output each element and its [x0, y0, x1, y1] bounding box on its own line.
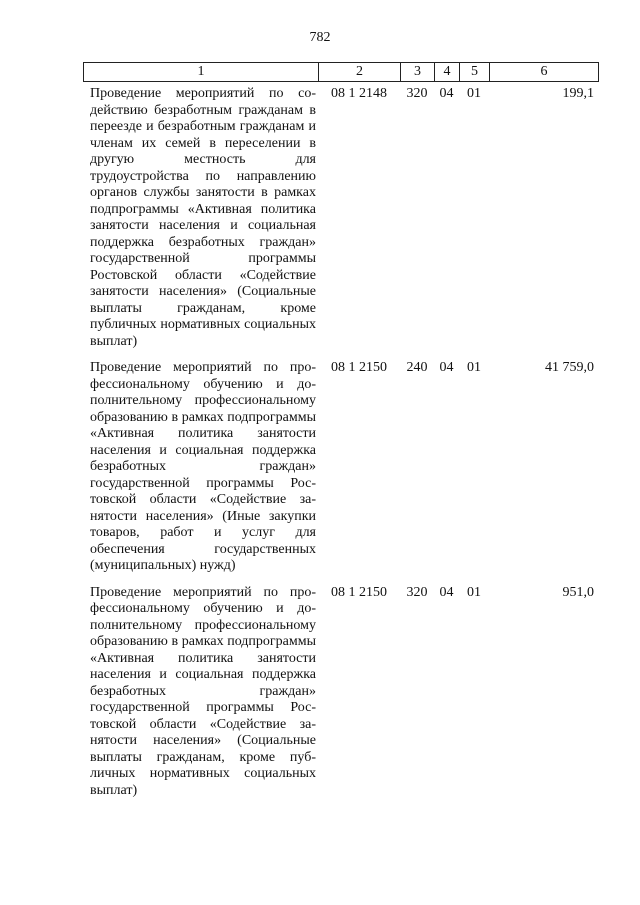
row-description: Проведение мероприятий по содействию безработным гражданам в переезде и безработным гражданам и членам их семей в переселении в другую местность для трудоустройства по направлению органов службы занятости в рамках подпрограммы «Активная политика занятости населения и социальная поддержка безработных граждан» государственной программы Ростовской области «Содействие занятости населения» (Социальные выплаты гражданам, кроме публичных нормативных социальных выплат) [90, 86, 316, 349]
section: 04 [439, 584, 454, 600]
header-col-4: 4 [435, 63, 460, 82]
header-row [84, 63, 599, 82]
table-row [83, 585, 598, 800]
section: 04 [439, 360, 454, 375]
expense-type: 320 [406, 86, 428, 101]
subsection: 01 [467, 86, 481, 101]
amount: 951,0 [562, 584, 594, 600]
page-number: 782 [309, 30, 331, 45]
subsection: 01 [467, 360, 481, 375]
row-description: Проведение мероприятий по профессиональному обучению и дополнительному профессиональному образованию в рамках подпрограммы «Активная политика занятости населения и социальная поддержка безработных граждан» государственной программы Ростовской области «Содействие занятости населения» (Иные закупки товаров, работ и услуг для обеспечения государственных (муниципальных) нужд) [90, 360, 316, 573]
amount: 41 759,0 [545, 360, 594, 375]
header-col-5: 5 [460, 63, 490, 82]
header-col-1: 1 [84, 63, 319, 82]
table-row [83, 86, 598, 360]
target-article-code: 08 1 2150 [331, 360, 387, 375]
table-row [83, 360, 598, 585]
header-col-2: 2 [319, 63, 401, 82]
table-header [83, 62, 599, 82]
budget-table [83, 86, 598, 799]
target-article-code: 08 1 2148 [331, 86, 387, 101]
target-article-code: 08 1 2150 [331, 584, 387, 600]
row-description: Проведение мероприятий по профессиональному обучению и дополнительному профессиональному образованию в рамках подпрограммы «Активная политика занятости населения и социальная поддержка безработных граждан» государственной программы Ростовской области «Содействие занятости населения» (Социальные выплаты гражданам, кроме публичных нормативных социальных выплат) [90, 584, 316, 798]
subsection: 01 [467, 584, 481, 600]
expense-type: 320 [406, 584, 428, 600]
header-col-3: 3 [401, 63, 435, 82]
section: 04 [439, 86, 454, 101]
header-col-6: 6 [490, 63, 599, 82]
expense-type: 240 [406, 360, 428, 375]
amount: 199,1 [562, 86, 594, 101]
